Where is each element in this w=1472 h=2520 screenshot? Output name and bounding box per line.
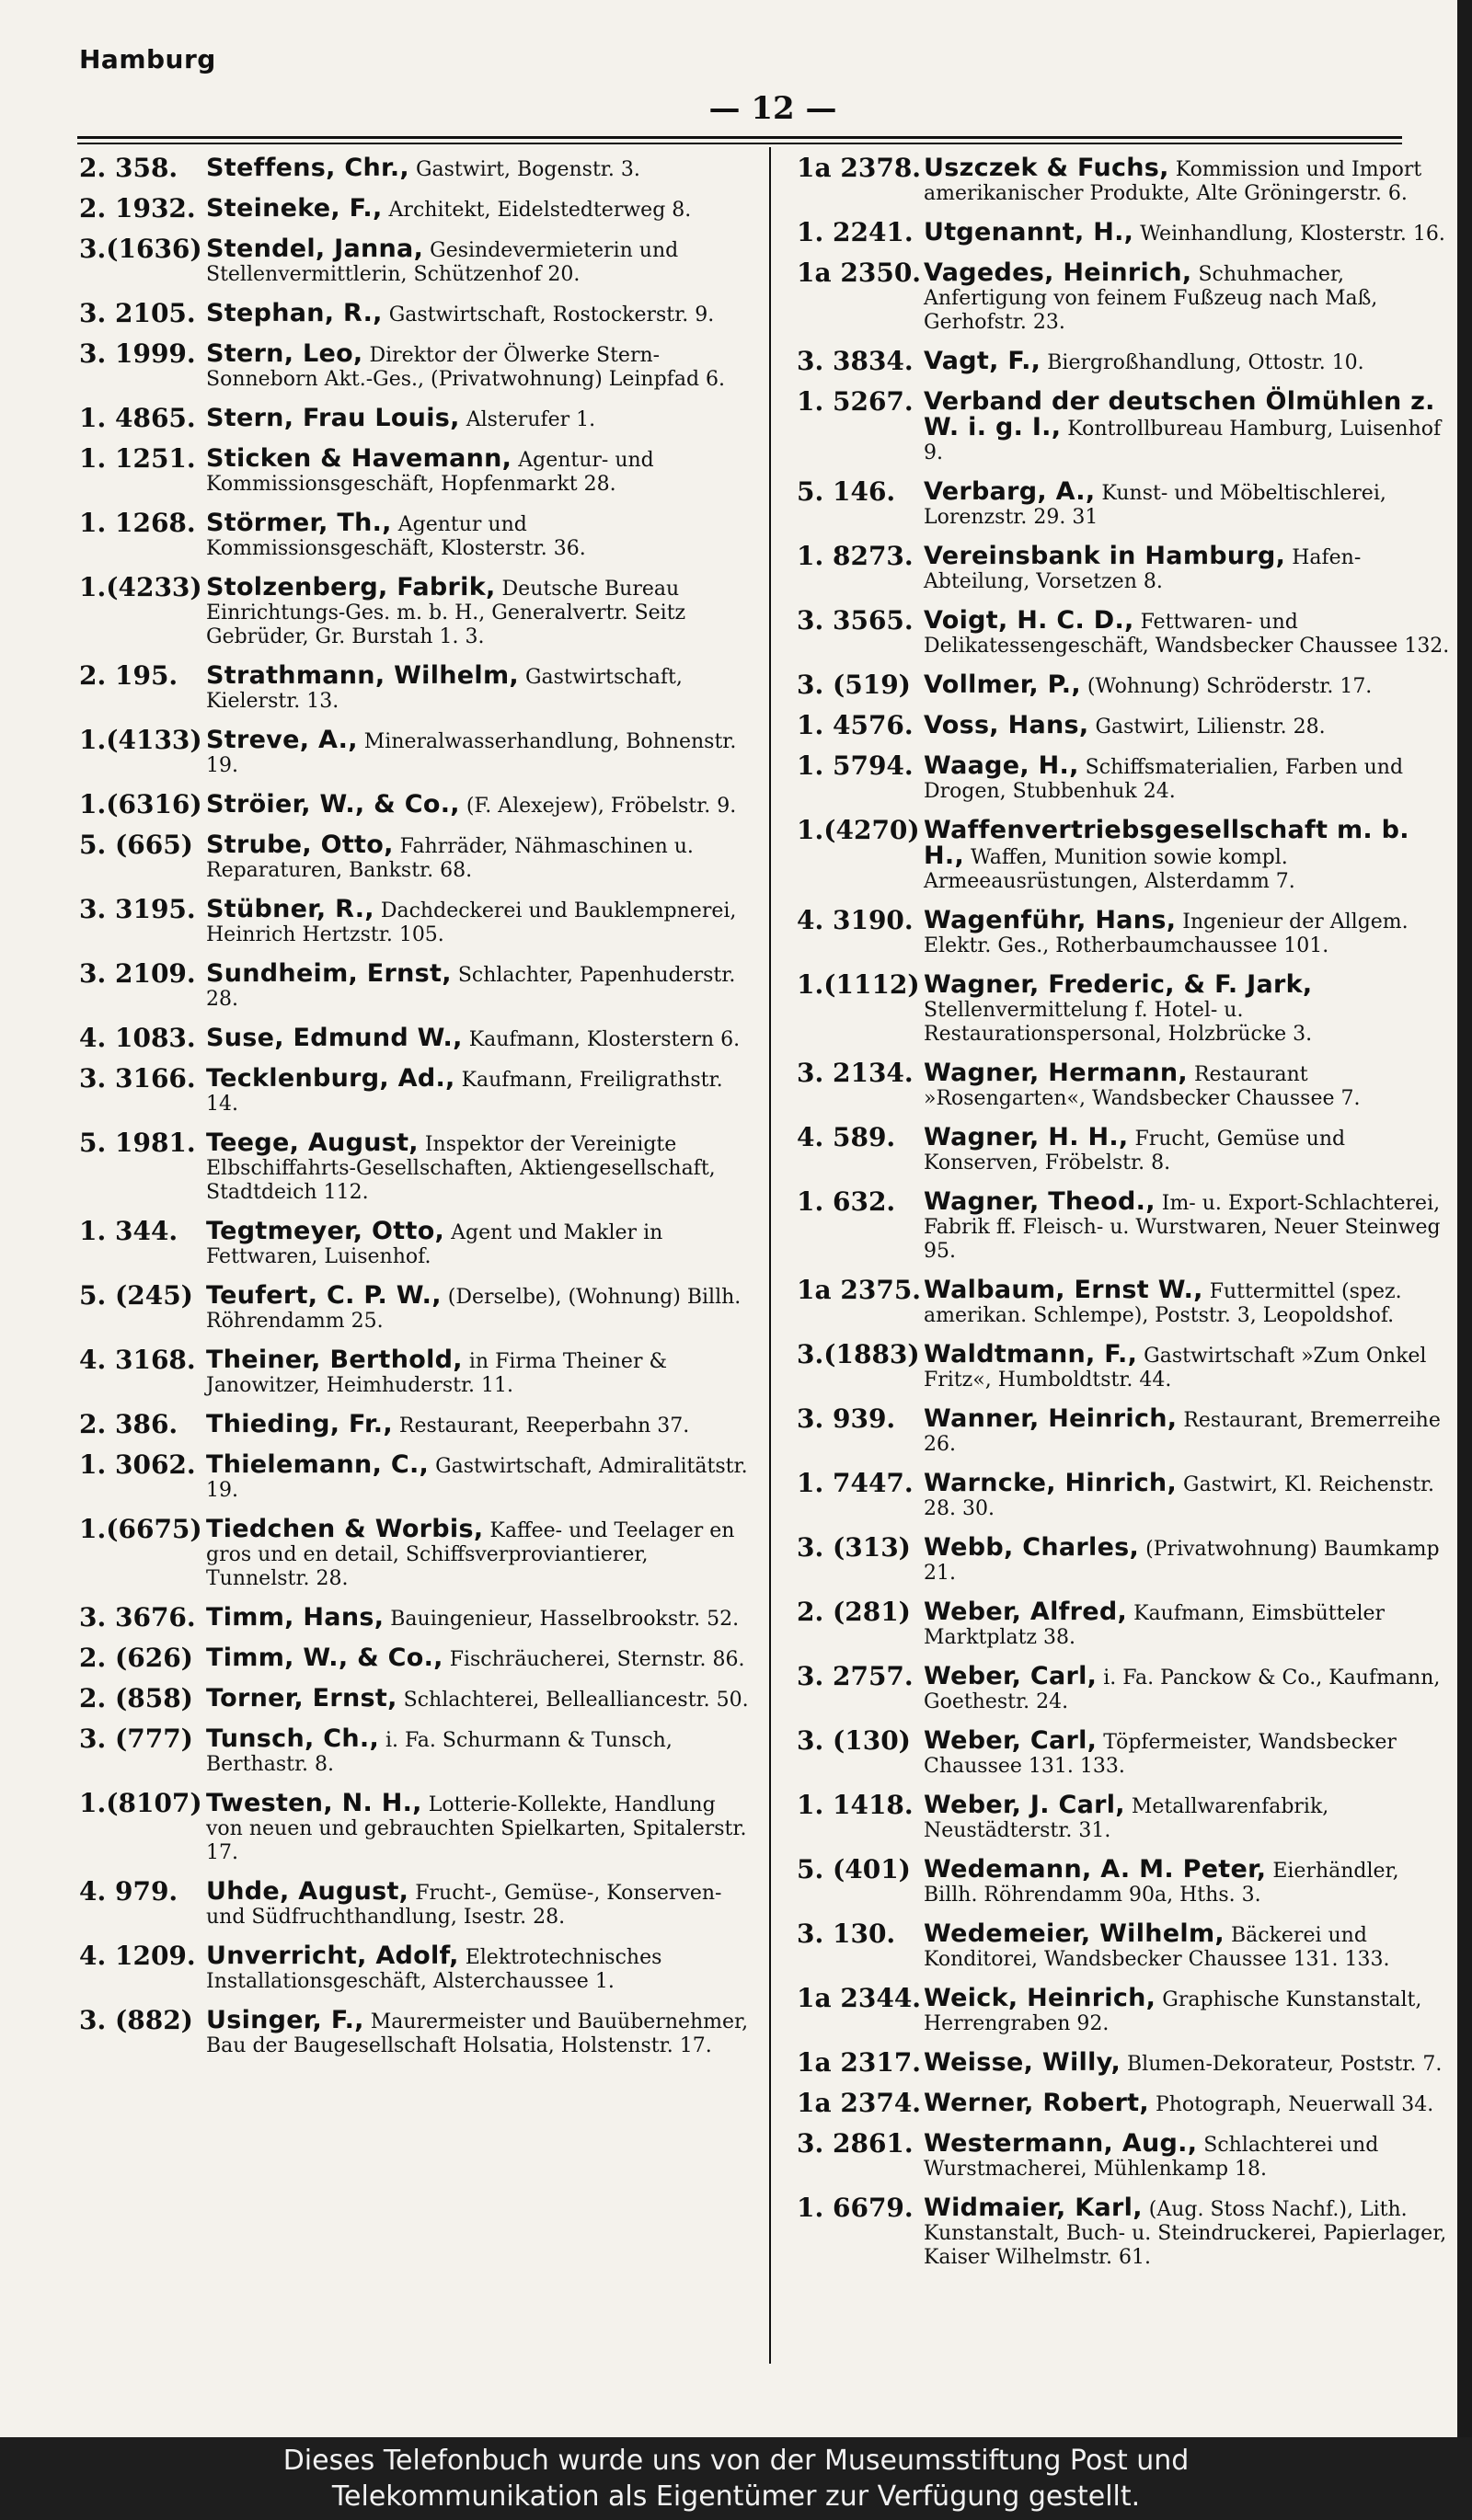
subscriber-details: Lotterie-Kollekte, Handlung von neuen und gebrauchten Spielkarten, Spitalerstr. 17.: [206, 1793, 747, 1864]
directory-entry: [797, 1468, 1457, 1521]
phone-number: 4. 979.: [79, 1876, 178, 1907]
subscriber-details: Gastwirt, Bogenstr. 3.: [415, 158, 640, 181]
phone-number: 2. 358.: [79, 153, 178, 183]
phone-number: 1. 4576.: [797, 710, 914, 740]
subscriber-name: Thieding, Fr.,: [206, 1410, 393, 1438]
subscriber-name: Unverricht, Adolf,: [206, 1942, 459, 1970]
phone-number: 1.(6675): [79, 1514, 202, 1544]
subscriber-name: Tecklenburg, Ad.,: [206, 1064, 455, 1093]
phone-number: 1. 5267.: [797, 386, 914, 417]
subscriber-name: Wagenführ, Hans,: [924, 906, 1177, 934]
subscriber-name: Stolzenberg, Fabrik,: [206, 573, 496, 601]
directory-entry: [797, 153, 1457, 206]
subscriber-details: Kontrollbureau Hamburg, Luisenhof 9.: [924, 418, 1442, 464]
phone-number: 1.(6316): [79, 789, 202, 819]
subscriber-details: Kunst- und Möbeltischlerei, Lorenzstr. 29. 31: [924, 482, 1386, 529]
phone-number: 1a 2378.: [797, 153, 922, 183]
directory-entry: [797, 258, 1457, 335]
subscriber-name: Störmer, Th.,: [206, 509, 392, 537]
directory-entry: [797, 1122, 1457, 1175]
header-rule: [77, 136, 1402, 139]
subscriber-details: Eierhändler, Billh. Röhrendamm 90a, Hths. 3.: [924, 1860, 1399, 1907]
directory-entry: [797, 541, 1457, 594]
subscriber-details: Fischräucherei, Sternstr. 86.: [449, 1648, 745, 1671]
subscriber-details: Gesindevermieterin und Stellenvermittlerin, Schützenhof 20.: [206, 239, 679, 286]
subscriber-details: Agentur und Kommissionsgeschäft, Klosterstr. 36.: [206, 513, 586, 560]
directory-entry: [79, 1724, 755, 1777]
subscriber-name: Vagedes, Heinrich,: [924, 258, 1192, 287]
phone-number: 4. 1083.: [79, 1023, 196, 1053]
phone-number: 3. 2134.: [797, 1058, 914, 1088]
subscriber-details: Restaurant »Rosengarten«, Wandsbecker Chaussee 7.: [924, 1063, 1361, 1110]
directory-entry: [797, 815, 1457, 894]
directory-entry: [797, 346, 1457, 376]
subscriber-name: Timm, Hans,: [206, 1603, 385, 1632]
column-divider: [769, 147, 771, 2364]
directory-entry: [797, 1532, 1457, 1586]
subscriber-details: Elektrotechnisches Installationsgeschäft, Alsterchaussee 1.: [206, 1946, 662, 1993]
directory-entry: [79, 2005, 755, 2058]
subscriber-name: Widmaier, Karl,: [924, 2194, 1143, 2222]
phone-number: 5. (401): [797, 1854, 911, 1884]
directory-entry: [79, 443, 755, 497]
directory-entry: [797, 1854, 1457, 1907]
subscriber-details: Schlachter, Papenhuderstr. 28.: [206, 964, 736, 1011]
subscriber-name: Webb, Charles,: [924, 1533, 1140, 1562]
phone-number: 5. 1981.: [79, 1128, 196, 1158]
directory-entry: [79, 193, 755, 223]
subscriber-details: Deutsche Bureau Einrichtungs-Ges. m. b. H., Generalvertr. Seitz Gebrüder, Gr. Burstah 1. 3.: [206, 578, 686, 648]
subscriber-name: Wagner, Hermann,: [924, 1059, 1188, 1087]
subscriber-name: Sticken & Havemann,: [206, 444, 512, 473]
subscriber-details: Bäckerei und Konditorei, Wandsbecker Chaussee 131. 133.: [924, 1924, 1390, 1971]
subscriber-name: Thielemann, C.,: [206, 1450, 430, 1479]
directory-entry: [797, 2193, 1457, 2270]
phone-number: 3. (882): [79, 2005, 193, 2035]
subscriber-name: Strathmann, Wilhelm,: [206, 661, 519, 690]
directory-entry: [797, 750, 1457, 804]
subscriber-name: Usinger, F.,: [206, 2006, 364, 2034]
subscriber-details: Kaufmann, Freiligrathstr. 14.: [206, 1069, 723, 1116]
header-rule-inner: [77, 143, 1402, 144]
subscriber-details: Schuhmacher, Anfertigung von feinem Fußzeug nach Maß, Gerhofstr. 23.: [924, 263, 1378, 334]
directory-entry: [797, 2047, 1457, 2078]
subscriber-name: Timm, W., & Co.,: [206, 1644, 443, 1672]
phone-number: 1. 1418.: [797, 1790, 914, 1820]
phone-number: 3. 3565.: [797, 605, 914, 636]
subscriber-details: Schiffsmaterialien, Farben und Drogen, Stubbenhuk 24.: [924, 756, 1404, 803]
subscriber-name: Steffens, Chr.,: [206, 154, 409, 182]
directory-entry: [797, 1186, 1457, 1264]
phone-number: 2. (626): [79, 1643, 193, 1673]
phone-number: 1a 2344.: [797, 1983, 922, 2013]
phone-number: 1.(8107): [79, 1788, 202, 1818]
subscriber-name: Weber, J. Carl,: [924, 1791, 1125, 1819]
directory-entry: [79, 1876, 755, 1930]
phone-number: 1a 2350.: [797, 258, 922, 288]
phone-number: 3. (313): [797, 1532, 911, 1563]
phone-number: 3. 1999.: [79, 338, 196, 369]
subscriber-name: Tegtmeyer, Otto,: [206, 1217, 445, 1245]
subscriber-details: Gastwirt, Lilienstr. 28.: [1095, 716, 1326, 739]
subscriber-name: Waldtmann, F.,: [924, 1340, 1138, 1369]
subscriber-details: Photograph, Neuerwall 34.: [1155, 2093, 1434, 2116]
directory-entry: [79, 1128, 755, 1205]
phone-number: 2. 1932.: [79, 193, 196, 223]
directory-entry: [79, 1941, 755, 1994]
subscriber-details: Biergroßhandlung, Ottostr. 10.: [1047, 351, 1364, 374]
directory-entry: [79, 1449, 755, 1503]
directory-entry: [79, 1345, 755, 1398]
subscriber-name: Steineke, F.,: [206, 194, 383, 223]
directory-entry: [79, 1063, 755, 1117]
subscriber-name: Teege, August,: [206, 1128, 419, 1157]
right-column: [797, 153, 1457, 2285]
subscriber-details: Frucht-, Gemüse-, Konserven- und Südfruchthandlung, Isestr. 28.: [206, 1882, 722, 1929]
subscriber-name: Teufert, C. P. W.,: [206, 1281, 442, 1310]
subscriber-details: Fahrräder, Nähmaschinen u. Reparaturen, Bankstr. 68.: [206, 835, 694, 882]
subscriber-details: Stellenvermittelung f. Hotel- u. Restaurationspersonal, Holzbrücke 3.: [924, 999, 1313, 1046]
phone-number: 5. (665): [79, 830, 193, 860]
subscriber-details: Futtermittel (spez. amerikan. Schlempe), Poststr. 3, Leopoldshof.: [924, 1280, 1402, 1327]
subscriber-details: (Privatwohnung) Baumkamp 21.: [924, 1538, 1440, 1585]
directory-entry: [79, 403, 755, 433]
directory-entry: [797, 476, 1457, 530]
phone-number: 4. 1209.: [79, 1941, 196, 1971]
city-heading: Hamburg: [79, 44, 216, 74]
directory-entry: [79, 1643, 755, 1673]
directory-entry: [797, 1919, 1457, 1972]
subscriber-details: Gastwirtschaft, Admiralitätstr. 19.: [206, 1455, 748, 1502]
subscriber-details: Metallwarenfabrik, Neustädterstr. 31.: [924, 1795, 1329, 1842]
directory-entry: [79, 894, 755, 947]
page-number: — 12 —: [708, 90, 837, 127]
directory-entry: [79, 153, 755, 183]
subscriber-details: Blumen-Dekorateur, Poststr. 7.: [1127, 2053, 1443, 2076]
directory-entry: [79, 298, 755, 328]
subscriber-details: Im- u. Export-Schlachterei, Fabrik ff. Fleisch- u. Wurstwaren, Neuer Steinweg 95.: [924, 1192, 1441, 1263]
subscriber-name: Uhde, August,: [206, 1877, 409, 1906]
subscriber-name: Voss, Hans,: [924, 711, 1089, 739]
subscriber-details: Töpfermeister, Wandsbecker Chaussee 131. 133.: [924, 1731, 1397, 1778]
subscriber-details: Gastwirtschaft, Rostockerstr. 9.: [388, 304, 715, 326]
directory-entry: [797, 1058, 1457, 1111]
subscriber-details: Schlachterei, Bellealliancestr. 50.: [403, 1689, 749, 1712]
subscriber-name: Werner, Robert,: [924, 2089, 1149, 2117]
phone-number: 5. 146.: [797, 476, 896, 507]
subscriber-name: Streve, A.,: [206, 726, 358, 754]
subscriber-details: Gastwirtschaft, Kielerstr. 13.: [206, 666, 683, 713]
directory-entry: [797, 1403, 1457, 1457]
subscriber-name: Stern, Frau Louis,: [206, 404, 460, 432]
subscriber-name: Sundheim, Ernst,: [206, 959, 452, 988]
phone-number: 1a 2374.: [797, 2088, 922, 2118]
subscriber-name: Wagner, Theod.,: [924, 1187, 1156, 1216]
subscriber-name: Uszczek & Fuchs,: [924, 154, 1169, 182]
directory-entry: [79, 1023, 755, 1053]
subscriber-details: Agent und Makler in Fettwaren, Luisenhof.: [206, 1221, 663, 1268]
subscriber-details: Weinhandlung, Klosterstr. 16.: [1140, 223, 1445, 246]
subscriber-details: Mineralwasserhandlung, Bohnenstr. 19.: [206, 730, 737, 777]
subscriber-name: Wedemann, A. M. Peter,: [924, 1855, 1267, 1884]
subscriber-details: i. Fa. Panckow & Co., Kaufmann, Goethestr. 24.: [924, 1667, 1441, 1713]
subscriber-name: Torner, Ernst,: [206, 1684, 397, 1712]
subscriber-name: Stübner, R.,: [206, 895, 374, 923]
phone-number: 3. 3166.: [79, 1063, 196, 1094]
phone-number: 4. 3190.: [797, 905, 914, 935]
directory-entry: [797, 1661, 1457, 1714]
footer-notice: [0, 2437, 1472, 2520]
phone-number: 3. 2109.: [79, 958, 196, 989]
subscriber-details: Kaufmann, Eimsbütteler Marktplatz 38.: [924, 1602, 1386, 1649]
directory-entry: [79, 1216, 755, 1269]
subscriber-details: Kaffee- und Teelager en gros und en detail, Schiffsverproviantierer, Tunnelstr. 28.: [206, 1519, 735, 1590]
phone-number: 4. 589.: [797, 1122, 896, 1152]
subscriber-details: Restaurant, Bremerreihe 26.: [924, 1409, 1441, 1456]
phone-number: 5. (245): [79, 1280, 193, 1311]
subscriber-name: Tunsch, Ch.,: [206, 1724, 379, 1753]
subscriber-details: Bauingenieur, Hasselbrookstr. 52.: [390, 1608, 740, 1631]
subscriber-details: Direktor der Ölwerke Stern-Sonneborn Akt.-Ges., (Privatwohnung) Leinpfad 6.: [206, 344, 726, 391]
directory-entry: [797, 1339, 1457, 1392]
phone-number: 1. 2241.: [797, 217, 914, 247]
phone-number: 1. 7447.: [797, 1468, 914, 1498]
directory-entry: [79, 958, 755, 1012]
phone-number: 1a 2375.: [797, 1275, 922, 1305]
phone-number: 3.(1883): [797, 1339, 920, 1369]
phone-number: 3. 130.: [797, 1919, 896, 1949]
directory-entry: [79, 660, 755, 714]
phone-number: 3. 939.: [797, 1403, 896, 1434]
subscriber-details: (Wohnung) Schröderstr. 17.: [1087, 675, 1373, 698]
subscriber-name: Verband der deutschen Ölmühlen z. W. i. g. I.,: [924, 387, 1435, 441]
subscriber-details: Dachdeckerei und Bauklempnerei, Heinrich Hertzstr. 105.: [206, 899, 737, 946]
subscriber-details: Gastwirt, Kl. Reichenstr. 28. 30.: [924, 1473, 1435, 1520]
subscriber-details: Kaufmann, Klosterstern 6.: [468, 1028, 741, 1051]
subscriber-details: Graphische Kunstanstalt, Herrengraben 92.: [924, 1988, 1422, 2035]
phone-number: 1. 1268.: [79, 508, 196, 538]
subscriber-details: Hafen-Abteilung, Vorsetzen 8.: [924, 546, 1362, 593]
subscriber-name: Voigt, H. C. D.,: [924, 606, 1134, 635]
phone-number: 1. 344.: [79, 1216, 178, 1246]
subscriber-name: Waage, H.,: [924, 751, 1079, 780]
directory-entry: [79, 725, 755, 778]
directory-entry: [79, 234, 755, 287]
directory-entry: [797, 217, 1457, 247]
directory-entry: [797, 1725, 1457, 1779]
phone-number: 3. 3195.: [79, 894, 196, 924]
phone-number: 3. 2861.: [797, 2128, 914, 2159]
subscriber-name: Verbarg, A.,: [924, 477, 1096, 506]
directory-entry: [797, 670, 1457, 700]
directory-entry: [797, 2088, 1457, 2118]
phone-number: 1. 632.: [797, 1186, 896, 1217]
subscriber-name: Suse, Edmund W.,: [206, 1024, 463, 1052]
subscriber-name: Weisse, Willy,: [924, 2048, 1121, 2077]
subscriber-name: Stephan, R.,: [206, 299, 383, 327]
phone-number: 2. (858): [79, 1683, 193, 1713]
directory-entry: [797, 605, 1457, 659]
directory-entry: [79, 1514, 755, 1591]
subscriber-name: Weick, Heinrich,: [924, 1984, 1156, 2012]
subscriber-details: Architekt, Eidelstedterweg 8.: [388, 199, 692, 222]
subscriber-details: Schlachterei und Wurstmacherei, Mühlenkamp 18.: [924, 2134, 1379, 2181]
phone-number: 1a 2317.: [797, 2047, 922, 2078]
subscriber-name: Westermann, Aug.,: [924, 2129, 1198, 2158]
subscriber-name: Vollmer, P.,: [924, 670, 1081, 699]
directory-entry: [79, 1683, 755, 1713]
directory-entry: [797, 1275, 1457, 1328]
directory-entry: [79, 572, 755, 649]
subscriber-name: Stendel, Janna,: [206, 235, 424, 263]
phone-number: 1. 1251.: [79, 443, 196, 474]
subscriber-details: Agentur- und Kommissionsgeschäft, Hopfenmarkt 28.: [206, 449, 654, 496]
phone-number: 1.(4270): [797, 815, 920, 845]
directory-entry: [797, 905, 1457, 958]
subscriber-name: Strube, Otto,: [206, 830, 394, 859]
phone-number: 3. 3834.: [797, 346, 914, 376]
subscriber-name: Tiedchen & Worbis,: [206, 1515, 484, 1543]
phone-number: 1. 8273.: [797, 541, 914, 571]
phone-number: 2. 195.: [79, 660, 178, 691]
directory-entry: [797, 386, 1457, 465]
phone-number: 3. 2757.: [797, 1661, 914, 1691]
subscriber-details: Ingenieur der Allgem. Elektr. Ges., Rotherbaumchaussee 101.: [924, 911, 1409, 957]
phone-number: 1. 5794.: [797, 750, 914, 781]
directory-entry: [79, 1788, 755, 1865]
subscriber-details: i. Fa. Schurmann & Tunsch, Berthastr. 8.: [206, 1729, 673, 1776]
subscriber-name: Wagner, H. H.,: [924, 1123, 1129, 1151]
subscriber-name: Theiner, Berthold,: [206, 1346, 463, 1374]
directory-entry: [797, 1597, 1457, 1650]
directory-entry: [79, 338, 755, 392]
subscriber-name: Wagner, Frederic, & F. Jark,: [924, 970, 1313, 999]
phone-number: 1.(1112): [797, 969, 920, 1000]
phone-number: 2. 386.: [79, 1409, 178, 1439]
phone-number: 1.(4133): [79, 725, 202, 755]
directory-entry: [797, 1790, 1457, 1843]
subscriber-details: (F. Alexejew), Fröbelstr. 9.: [466, 795, 737, 818]
subscriber-details: in Firma Theiner & Janowitzer, Heimhuderstr. 11.: [206, 1350, 668, 1397]
subscriber-details: Alsterufer 1.: [466, 408, 596, 431]
subscriber-details: (Aug. Stoss Nachf.), Lith. Kunstanstalt, Buch- u. Steindruckerei, Papierlager, Kaiser Wilhelmstr. 61.: [924, 2198, 1447, 2269]
left-column: [79, 153, 755, 2073]
subscriber-details: Waffen, Munition sowie kompl. Armeeausrüstungen, Alsterdamm 7.: [924, 846, 1295, 893]
directory-entry: [797, 969, 1457, 1047]
subscriber-name: Vereinsbank in Hamburg,: [924, 542, 1286, 570]
footer-line-2: Telekommunikation als Eigentümer zur Verfügung gestellt.: [331, 2480, 1141, 2513]
subscriber-name: Wedemeier, Wilhelm,: [924, 1919, 1225, 1948]
directory-entry: [79, 789, 755, 819]
subscriber-details: Frucht, Gemüse und Konserven, Fröbelstr. 8.: [924, 1128, 1346, 1174]
subscriber-name: Twesten, N. H.,: [206, 1789, 422, 1817]
subscriber-details: Inspektor der Vereinigte Elbschiffahrts-Gesellschaften, Aktiengesellschaft, Stadtdeich 112.: [206, 1133, 716, 1204]
subscriber-details: Gastwirtschaft »Zum Onkel Fritz«, Humboldtstr. 44.: [924, 1345, 1427, 1392]
phone-number: 1. 3062.: [79, 1449, 196, 1480]
phone-number: 2. (281): [797, 1597, 911, 1627]
subscriber-name: Waffenvertriebsgesellschaft m. b. H.,: [924, 816, 1409, 870]
directory-entry: [79, 1602, 755, 1632]
directory-entry: [797, 1983, 1457, 2036]
subscriber-details: Maurermeister und Bauübernehmer, Bau der Baugesellschaft Holsatia, Holstenstr. 17.: [206, 2010, 749, 2057]
phone-number: 4. 3168.: [79, 1345, 196, 1375]
directory-entry: [79, 1280, 755, 1334]
subscriber-name: Vagt, F.,: [924, 347, 1041, 375]
directory-entry: [79, 508, 755, 561]
footer-line-1: Dieses Telefonbuch wurde uns von der Museumsstiftung Post und: [282, 2445, 1190, 2477]
subscriber-name: Weber, Carl,: [924, 1662, 1098, 1690]
phone-number: 1.(4233): [79, 572, 202, 602]
phone-number: 3. (777): [79, 1724, 193, 1754]
directory-entry: [797, 2128, 1457, 2182]
subscriber-name: Stern, Leo,: [206, 339, 363, 368]
subscriber-details: (Derselbe), (Wohnung) Billh. Röhrendamm 25.: [206, 1286, 742, 1333]
directory-entry: [797, 710, 1457, 740]
phone-number: 1. 6679.: [797, 2193, 914, 2223]
subscriber-details: Kommission und Import amerikanischer Produkte, Alte Gröningerstr. 6.: [924, 158, 1422, 205]
subscriber-name: Warncke, Hinrich,: [924, 1469, 1178, 1497]
phone-number: 3. 3676.: [79, 1602, 196, 1632]
subscriber-name: Utgenannt, H.,: [924, 218, 1134, 246]
subscriber-name: Weber, Alfred,: [924, 1598, 1128, 1626]
phone-number: 3. 2105.: [79, 298, 196, 328]
subscriber-name: Walbaum, Ernst W.,: [924, 1276, 1203, 1304]
phone-number: 3. (130): [797, 1725, 911, 1756]
scan-edge: [1457, 0, 1472, 2437]
subscriber-name: Weber, Carl,: [924, 1726, 1098, 1755]
subscriber-details: Fettwaren- und Delikatessengeschäft, Wandsbecker Chaussee 132.: [924, 611, 1450, 658]
subscriber-details: Restaurant, Reeperbahn 37.: [398, 1415, 690, 1438]
subscriber-name: Ströier, W., & Co.,: [206, 790, 460, 819]
subscriber-name: Wanner, Heinrich,: [924, 1404, 1178, 1433]
phone-number: 1. 4865.: [79, 403, 196, 433]
directory-entry: [79, 830, 755, 883]
phone-number: 3. (519): [797, 670, 911, 700]
directory-entry: [79, 1409, 755, 1439]
phone-number: 3.(1636): [79, 234, 202, 264]
